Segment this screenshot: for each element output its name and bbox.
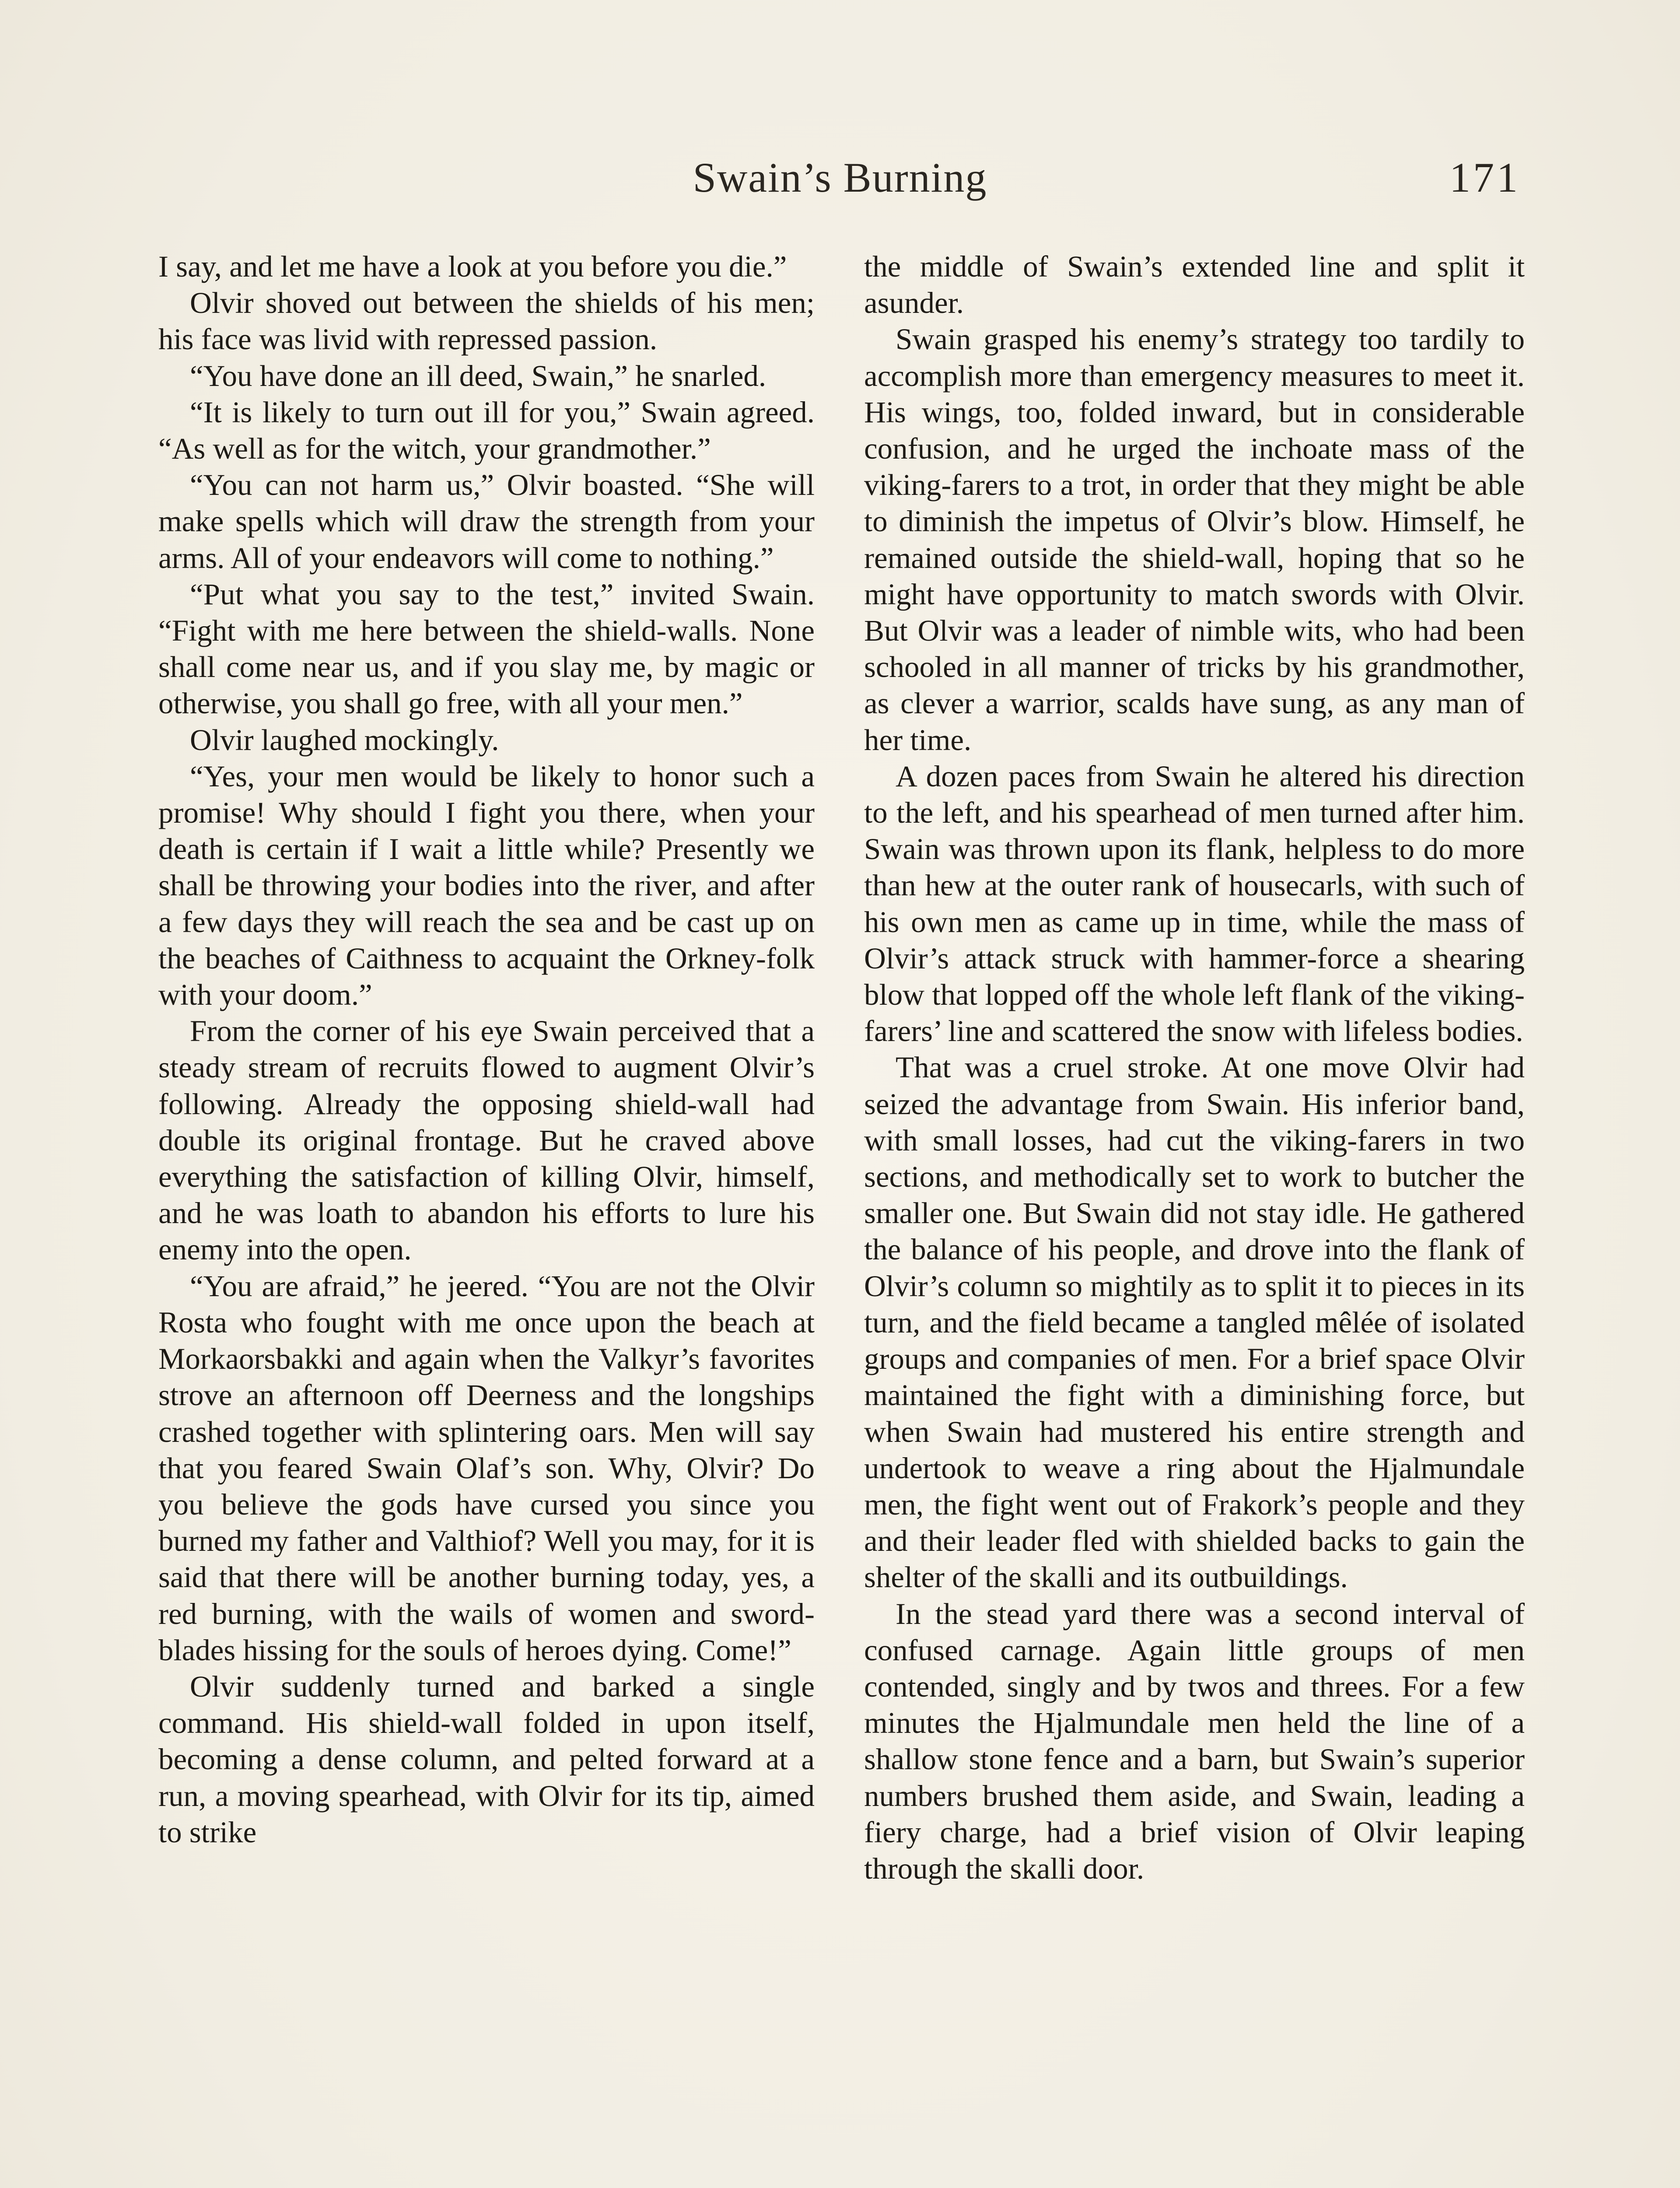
- paragraph: Olvir laughed mockingly.: [190, 723, 499, 757]
- paragraph: In the stead yard there was a second interval of confused carnage. Again little groups of men contended, singly and by twos and threes. For a few minutes the Hjalmundale men held the line of a shallow stone fence and a barn, but Swain’s superior numbers brushed them aside, and Swain, leading a fiery charge, had a brief vision of Olvir leaping through the skalli door.: [864, 1597, 1525, 1885]
- paragraph: From the corner of his eye Swain perceived that a steady stream of recruits flowed to augment Olvir’s following. Already the opposing shield-wall had double its original frontage. But he craved above everything the satisfaction of killing Olvir, himself, and he was loath to abandon his efforts to lure his enemy into the open.: [158, 1014, 815, 1266]
- page-number: 171: [1449, 154, 1520, 201]
- paragraph: A dozen paces from Swain he altered his direction to the left, and his spearhead of men turned after him. Swain was thrown upon its flank, helpless to do more than hew at the outer rank of housecarls, with such of his own men as came up in time, while the mass of Olvir’s attack struck with hammer-force a shearing blow that lopped off the whole left flank of the viking-farers’ line and scattered the snow with lifeless bodies.: [864, 759, 1525, 1048]
- paragraph: “You can not harm us,” Olvir boasted. “She will make spells which will draw the strength from your arms. All of your endeavors will come to nothing.”: [158, 468, 815, 575]
- running-title: Swain’s Burning: [693, 154, 987, 201]
- paragraph: Swain grasped his enemy’s strategy too tardily to accomplish more than emergency measures to meet it. His wings, too, folded inward, but in considerable confusion, and he urged the inchoate mass of the viking-farers to a trot, in order that they might be able to diminish the impetus of Olvir’s blow. Himself, he remained outside the shield-wall, hoping that so he might have opportunity to match swords with Olvir. But Olvir was a leader of nimble wits, who had been schooled in all manner of tricks by his grandmother, as clever a warrior, scalds have sung, as any man of her time.: [864, 323, 1525, 757]
- paragraph: That was a cruel stroke. At one move Olvir had seized the advantage from Swain. His inferior band, with small losses, had cut the viking-farers in two sections, and methodically set to work to butcher the smaller one. But Swain did not stay idle. He gathered the balance of his people, and drove into the flank of Olvir’s column so mightily as to split it to pieces in its turn, and the field became a tangled mêlée of isolated groups and companies of men. For a brief space Olvir maintained the fight with a diminishing force, but when Swain had mustered his entire strength and undertook to weave a ring about the Hjalmundale men, the fight went out of Frakork’s people and they and their leader fled with shielded backs to gain the shelter of the skalli and its outbuildings.: [864, 1051, 1525, 1594]
- left-column: [158, 249, 815, 1851]
- paragraph: “Yes, your men would be likely to honor such a promise! Why should I fight you there, when your death is certain if I wait a little while? Presently we shall be throwing your bodies into the river, and after a few days they will reach the sea and be cast up on the beaches of Caithness to acquaint the Orkney-folk with your doom.”: [158, 759, 815, 1012]
- paragraph: the middle of Swain’s extended line and split it asunder.: [864, 250, 1525, 320]
- paragraph: Olvir shoved out between the shields of his men; his face was livid with repressed passion.: [158, 286, 815, 356]
- paragraph: “You have done an ill deed, Swain,” he snarled.: [190, 359, 766, 393]
- paragraph: “Put what you say to the test,” invited Swain. “Fight with me here between the shield-walls. None shall come near us, and if you slay me, by magic or otherwise, you shall go free, with all your men.”: [158, 577, 815, 720]
- paragraph: “You are afraid,” he jeered. “You are not the Olvir Rosta who fought with me once upon the beach at Morkaorsbakki and again when the Valkyr’s favorites strove an afternoon off Deerness and the longships crashed together with splintering oars. Men will say that you feared Swain Olaf’s son. Why, Olvir? Do you believe the gods have cursed you since you burned my father and Valthiof? Well you may, for it is said that there will be another burning today, yes, a red burning, with the wails of women and sword-blades hissing for the souls of heroes dying. Come!”: [158, 1269, 815, 1667]
- right-column: [864, 249, 1525, 1887]
- paragraph: Olvir suddenly turned and barked a single command. His shield-wall folded in upon itself, becoming a dense column, and pelted forward at a run, a moving spearhead, with Olvir for its tip, aimed to strike: [158, 1669, 815, 1849]
- paragraph: I say, and let me have a look at you before you die.”: [158, 250, 787, 283]
- paragraph: “It is likely to turn out ill for you,” Swain agreed. “As well as for the witch, your grandmother.”: [158, 395, 815, 466]
